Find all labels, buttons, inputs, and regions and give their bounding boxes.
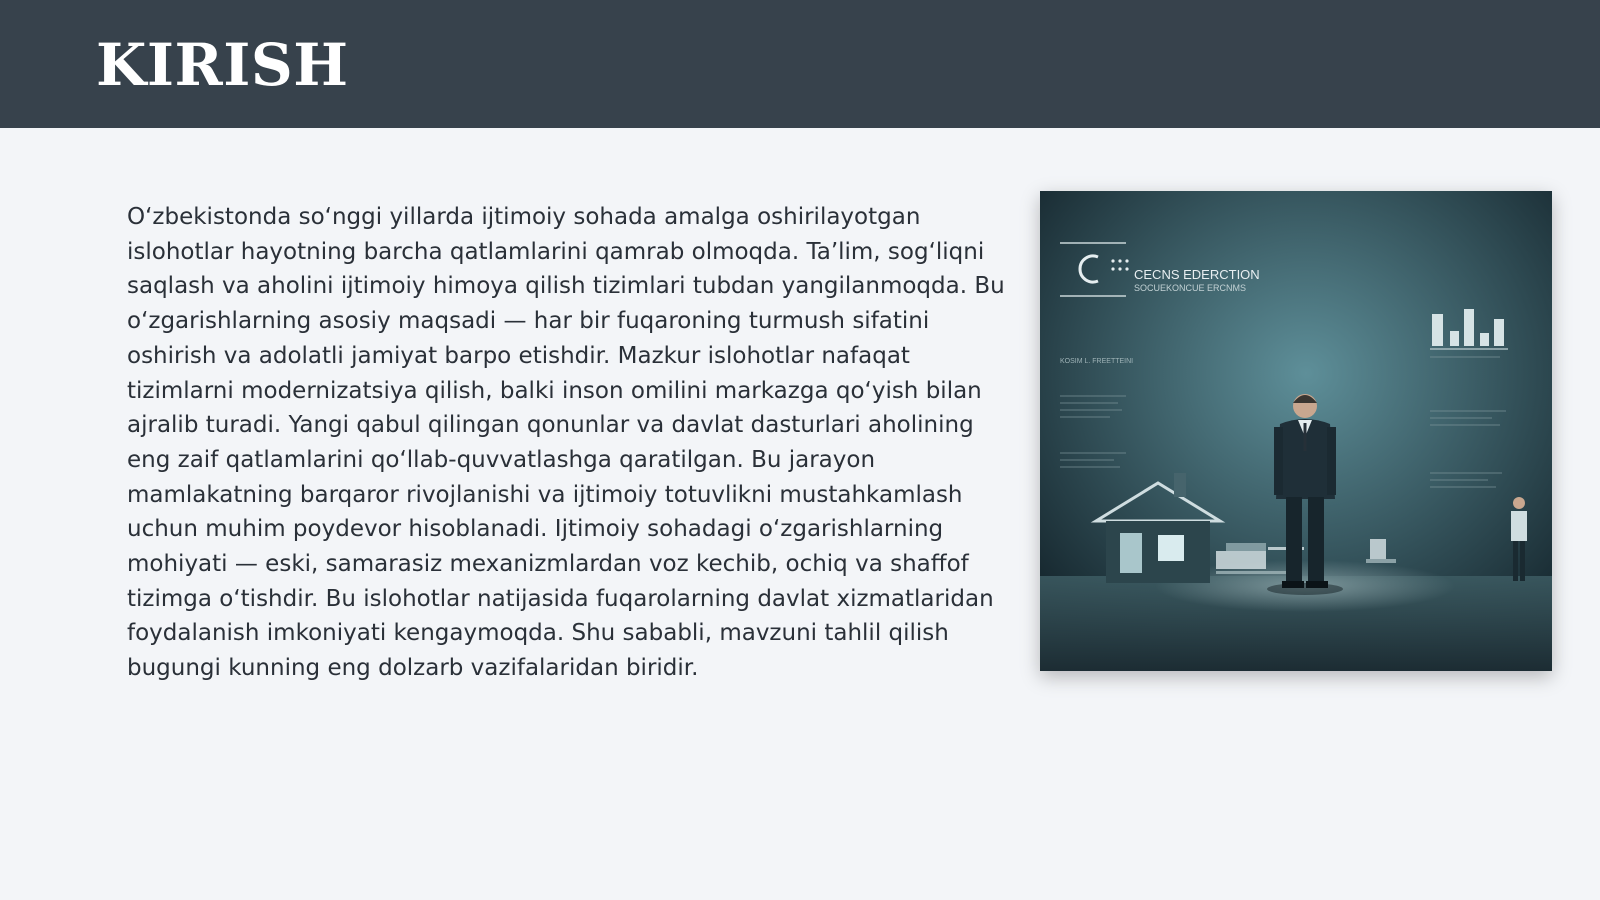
illustration-heading: CECNS EDERCTION: [1134, 267, 1260, 282]
illustration-subheading: SOCUEKONCUE ERCNMS: [1134, 283, 1247, 293]
title-bar: [0, 0, 1600, 128]
slide-title: KIRISH: [96, 31, 349, 99]
intro-paragraph: O‘zbekistonda so‘nggi yillarda ijtimoiy sohada amalga oshirilayotgan islohotlar hayotning barcha qatlamlarini qamrab olmoqda. Ta’lim, sog‘liqni saqlash va aholini ijtimoiy himoya qilish tizimlari tubdan yangilanmoqda. Bu o‘zgarishlarning asosiy maqsadi — har bir fuqaroning turmush sifatini oshirish va adolatli jamiyat barpo etishdir. Mazkur islohotlar nafaqat tizimlarni modernizatsiya qilish, balki inson omilini markazga qo‘yish bilan ajralib turadi. Yangi qabul qilingan qonunlar va davlat dasturlari aholining eng zaif qatlamlarini qo‘llab-quvvatlashga qaratilgan. Bu jarayon mamlakatning barqaror rivojlanishi va ijtimoiy totuvlikni mustahkamlash uchun muhim poydevor hisoblanadi. Ijtimoiy sohadagi o‘zgarishlarning mohiyati — eski, samarasiz mexanizmlardan voz kechib, ochiq va shaffof tizimga o‘tishdir. Bu islohotlar natijasida fuqarolarning davlat xizmatlaridan foydalanish imkoniyati kengaymoqda. Shu sababli, mavzuni tahlil qilish bugungi kunning eng dolzarb vazifalaridan biridir.: [127, 204, 1005, 682]
illustration-scene: [1040, 191, 1552, 671]
illustration-side-label: KOSIM L. FREETTEINI: [1060, 358, 1134, 365]
illustration: [1040, 191, 1552, 671]
